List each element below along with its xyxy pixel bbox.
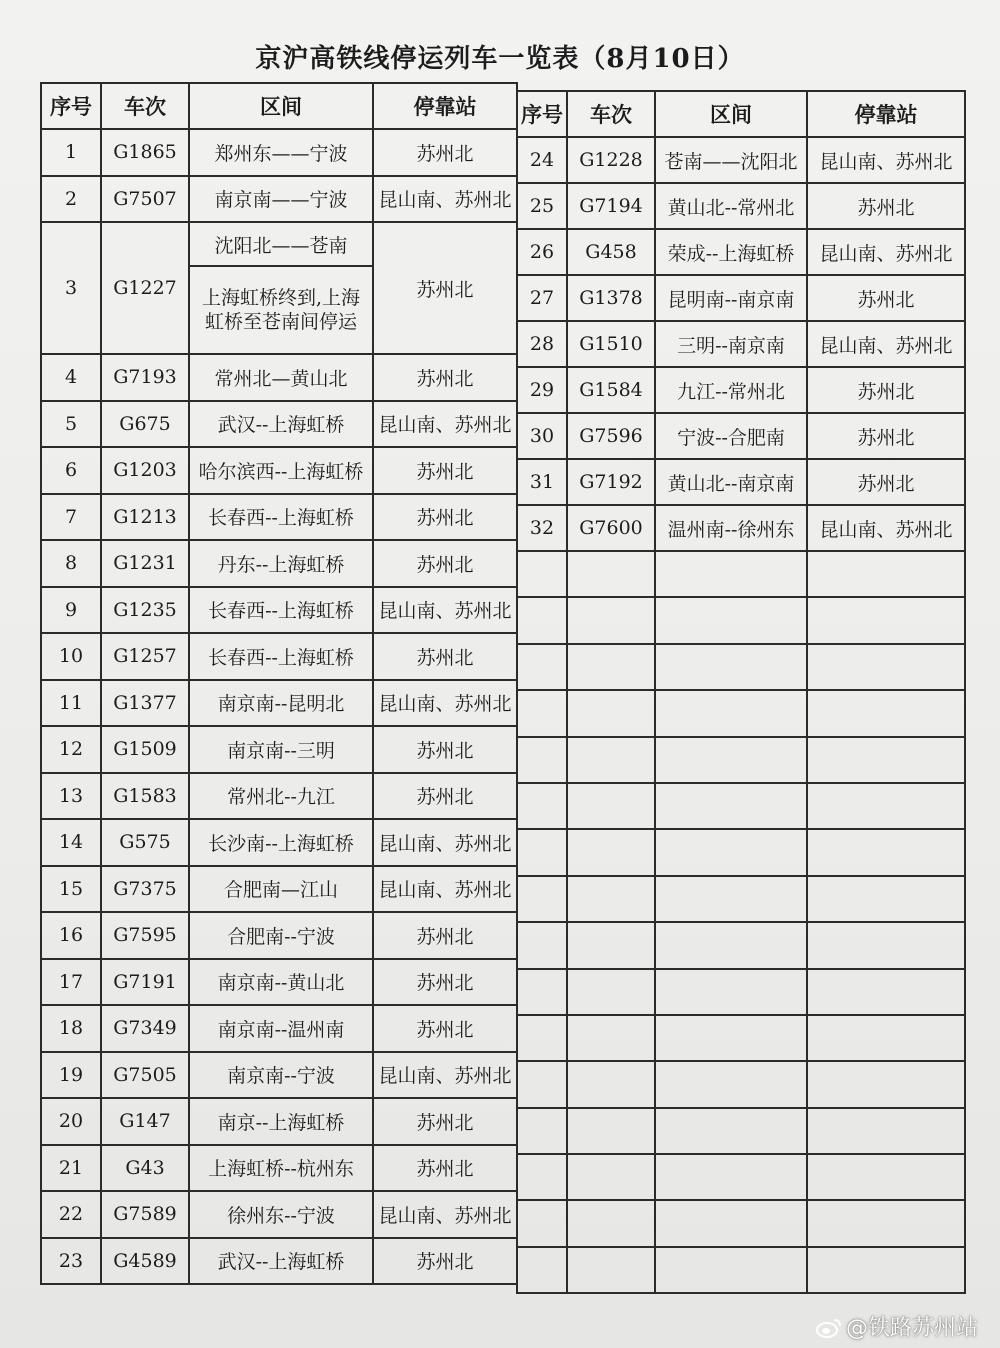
train-cell: G1865 [101,129,189,176]
train-cell: G7192 [567,459,655,505]
train-cell: G7600 [567,505,655,551]
seq-cell: 22 [41,1191,101,1238]
table-row [41,773,517,820]
train-cell: G7194 [567,183,655,229]
stop-cell: 苏州北 [373,222,517,354]
train-cell: G458 [567,229,655,275]
empty-cell [567,1200,655,1246]
empty-cell [655,969,807,1015]
stop-cell: 苏州北 [373,447,517,494]
section-cell: 徐州东--宁波 [189,1191,373,1238]
header-seq: 序号 [41,83,101,129]
empty-cell [655,783,807,829]
empty-cell [567,969,655,1015]
empty-cell [567,1247,655,1293]
empty-cell [567,1154,655,1200]
stop-cell: 昆山南、苏州北 [373,1191,517,1238]
empty-cell [655,1154,807,1200]
header-stop: 停靠站 [807,91,965,137]
train-cell: G1203 [101,447,189,494]
table-row [41,401,517,448]
train-cell: G7507 [101,176,189,223]
empty-cell [655,737,807,783]
seq-cell: 2 [41,176,101,223]
stop-cell: 昆山南、苏州北 [807,137,965,183]
stop-cell: 昆山南、苏州北 [373,866,517,913]
stop-cell: 苏州北 [373,912,517,959]
empty-cell [655,1247,807,1293]
stop-cell: 昆山南、苏州北 [373,680,517,727]
empty-row [517,1247,965,1293]
empty-row [517,829,965,875]
empty-cell [567,922,655,968]
section-cell: 长沙南--上海虹桥 [189,819,373,866]
train-cell: G1257 [101,633,189,680]
empty-cell [567,876,655,922]
empty-row [517,876,965,922]
stop-cell: 昆山南、苏州北 [807,505,965,551]
seq-cell: 4 [41,354,101,401]
empty-cell [517,829,567,875]
empty-cell [517,1015,567,1061]
stop-cell: 苏州北 [807,367,965,413]
empty-cell [807,1200,965,1246]
page-title: 京沪高铁线停运列车一览表（8月10日） [255,44,745,74]
seq-cell: 16 [41,912,101,959]
train-cell: G7505 [101,1052,189,1099]
stop-cell: 昆山南、苏州北 [807,321,965,367]
table-row [517,321,965,367]
table-row [517,505,965,551]
train-cell: G675 [101,401,189,448]
section-cell: 昆明南--南京南 [655,275,807,321]
empty-cell [567,551,655,597]
empty-row [517,1015,965,1061]
empty-cell [517,1154,567,1200]
empty-cell [655,1015,807,1061]
train-cell: G7595 [101,912,189,959]
section-cell: 荣成--上海虹桥 [655,229,807,275]
train-cell: G1231 [101,540,189,587]
seq-cell: 21 [41,1145,101,1192]
train-cell: G1228 [567,137,655,183]
empty-cell [517,783,567,829]
empty-cell [655,644,807,690]
weibo-watermark [816,1311,978,1342]
section-cell: 常州北--九江 [189,773,373,820]
section-cell: 郑州东——宁波 [189,129,373,176]
empty-cell [807,969,965,1015]
seq-cell: 7 [41,494,101,541]
section-cell: 苍南——沈阳北 [655,137,807,183]
empty-cell [807,551,965,597]
empty-cell [567,783,655,829]
right-table [516,90,966,1294]
empty-cell [517,690,567,736]
train-cell: G7375 [101,866,189,913]
table-row [517,229,965,275]
table-row [41,1145,517,1192]
section-cell: 常州北—黄山北 [189,354,373,401]
table-row [41,494,517,541]
empty-cell [807,1247,965,1293]
stop-cell: 昆山南、苏州北 [373,401,517,448]
train-cell: G1227 [101,222,189,354]
seq-cell: 12 [41,726,101,773]
empty-cell [655,829,807,875]
seq-cell: 14 [41,819,101,866]
empty-cell [807,1015,965,1061]
header-section: 区间 [189,83,373,129]
empty-cell [807,876,965,922]
table-row [41,354,517,401]
section-cell: 温州南--徐州东 [655,505,807,551]
table-row [517,367,965,413]
empty-cell [807,737,965,783]
section-cell: 武汉--上海虹桥 [189,1238,373,1285]
train-cell: G7589 [101,1191,189,1238]
empty-row [517,597,965,643]
table-row [517,275,965,321]
stop-cell: 苏州北 [807,183,965,229]
stop-cell: 昆山南、苏州北 [373,176,517,223]
table-row [41,176,517,223]
empty-cell [807,1061,965,1107]
seq-cell: 1 [41,129,101,176]
empty-row [517,1200,965,1246]
train-cell: G1509 [101,726,189,773]
stop-cell: 苏州北 [373,540,517,587]
seq-cell: 15 [41,866,101,913]
seq-cell: 10 [41,633,101,680]
train-cell: G7349 [101,1005,189,1052]
empty-cell [567,829,655,875]
train-cell: G4589 [101,1238,189,1285]
section-cell: 黄山北--南京南 [655,459,807,505]
empty-cell [517,922,567,968]
stop-cell: 苏州北 [373,1098,517,1145]
section-cell: 宁波--合肥南 [655,413,807,459]
right-table-body [517,137,965,1293]
stop-cell: 苏州北 [807,459,965,505]
empty-row [517,1061,965,1107]
seq-cell: 26 [517,229,567,275]
table-row [517,459,965,505]
empty-cell [807,690,965,736]
empty-cell [655,597,807,643]
table-row [517,137,965,183]
table-row [41,726,517,773]
stop-cell: 苏州北 [807,413,965,459]
empty-cell [517,876,567,922]
seq-cell: 20 [41,1098,101,1145]
stop-cell: 苏州北 [807,275,965,321]
train-cell: G7596 [567,413,655,459]
seq-cell: 3 [41,222,101,354]
empty-cell [517,1108,567,1154]
empty-cell [517,1247,567,1293]
empty-row [517,644,965,690]
empty-cell [655,1200,807,1246]
empty-row [517,690,965,736]
empty-cell [567,1108,655,1154]
train-cell: G1377 [101,680,189,727]
table-row [41,447,517,494]
seq-cell: 27 [517,275,567,321]
stop-cell: 苏州北 [373,959,517,1006]
empty-cell [807,829,965,875]
section-cell: 南京南--昆明北 [189,680,373,727]
weibo-icon [816,1317,842,1339]
empty-cell [655,690,807,736]
seq-cell: 17 [41,959,101,1006]
train-cell: G1584 [567,367,655,413]
seq-cell: 32 [517,505,567,551]
empty-cell [807,783,965,829]
section-cell: 长春西--上海虹桥 [189,587,373,634]
seq-cell: 5 [41,401,101,448]
seq-cell: 24 [517,137,567,183]
header-train: 车次 [101,83,189,129]
empty-row [517,551,965,597]
left-table [40,82,518,1285]
seq-cell: 13 [41,773,101,820]
empty-cell [807,644,965,690]
stop-cell: 苏州北 [373,494,517,541]
empty-row [517,1154,965,1200]
seq-cell: 18 [41,1005,101,1052]
seq-cell: 9 [41,587,101,634]
train-cell: G1213 [101,494,189,541]
section-cell: 哈尔滨西--上海虹桥 [189,447,373,494]
table-row [517,183,965,229]
empty-cell [655,551,807,597]
stop-cell: 苏州北 [373,1238,517,1285]
train-cell: G1510 [567,321,655,367]
empty-cell [655,1108,807,1154]
header-stop: 停靠站 [373,83,517,129]
seq-cell: 19 [41,1052,101,1099]
section-cell: 长春西--上海虹桥 [189,633,373,680]
seq-cell: 23 [41,1238,101,1285]
empty-cell [567,644,655,690]
table-row [41,633,517,680]
train-cell: G7193 [101,354,189,401]
stop-cell: 苏州北 [373,354,517,401]
empty-cell [807,1108,965,1154]
section-cell: 南京南——宁波 [189,176,373,223]
table-row [41,222,517,266]
section-cell: 南京南--宁波 [189,1052,373,1099]
seq-cell: 25 [517,183,567,229]
section-cell: 沈阳北——苍南 [189,222,373,266]
table-row [41,866,517,913]
stop-cell: 苏州北 [373,633,517,680]
table-row [41,680,517,727]
empty-cell [517,597,567,643]
train-cell: G1235 [101,587,189,634]
section-cell: 合肥南--宁波 [189,912,373,959]
left-table-body [41,129,517,1284]
watermark-text: @铁路苏州站 [845,1316,978,1341]
header-section: 区间 [655,91,807,137]
empty-row [517,737,965,783]
empty-cell [517,551,567,597]
table-row [41,912,517,959]
seq-cell: 6 [41,447,101,494]
stop-cell: 昆山南、苏州北 [373,587,517,634]
empty-cell [655,922,807,968]
header-seq: 序号 [517,91,567,137]
table-row [41,1238,517,1285]
section-cell: 武汉--上海虹桥 [189,401,373,448]
section-cell: 南京--上海虹桥 [189,1098,373,1145]
table-header-row [517,91,965,137]
stop-cell: 苏州北 [373,773,517,820]
section-cell: 南京南--黄山北 [189,959,373,1006]
table-header-row [41,83,517,129]
empty-cell [655,1061,807,1107]
stop-cell: 苏州北 [373,1005,517,1052]
stop-cell: 昆山南、苏州北 [373,1052,517,1099]
train-cell: G575 [101,819,189,866]
section-cell: 南京南--温州南 [189,1005,373,1052]
empty-cell [655,876,807,922]
section-cell: 黄山北--常州北 [655,183,807,229]
section-cell: 南京南--三明 [189,726,373,773]
train-cell: G43 [101,1145,189,1192]
table-row [41,587,517,634]
empty-cell [517,1061,567,1107]
empty-cell [517,969,567,1015]
table-row [41,1052,517,1099]
stop-cell: 苏州北 [373,129,517,176]
seq-cell: 11 [41,680,101,727]
table-row [41,1005,517,1052]
section-cell: 上海虹桥--杭州东 [189,1145,373,1192]
empty-row [517,922,965,968]
train-cell: G7191 [101,959,189,1006]
empty-row [517,783,965,829]
empty-cell [807,922,965,968]
stop-cell: 昆山南、苏州北 [807,229,965,275]
section-cell: 三明--南京南 [655,321,807,367]
empty-cell [567,1061,655,1107]
table-row [41,1191,517,1238]
table-row [41,1098,517,1145]
stop-cell: 昆山南、苏州北 [373,819,517,866]
seq-cell: 28 [517,321,567,367]
section-cell: 合肥南—江山 [189,866,373,913]
empty-cell [517,644,567,690]
empty-cell [567,690,655,736]
table-row [41,540,517,587]
empty-cell [567,1015,655,1061]
stop-cell: 苏州北 [373,726,517,773]
train-cell: G1583 [101,773,189,820]
empty-cell [567,597,655,643]
train-cell: G147 [101,1098,189,1145]
section-note-cell: 上海虹桥终到,上海虹桥至苍南间停运 [189,266,373,354]
empty-row [517,1108,965,1154]
table-row [517,413,965,459]
empty-row [517,969,965,1015]
seq-cell: 29 [517,367,567,413]
section-cell: 丹东--上海虹桥 [189,540,373,587]
stop-cell: 苏州北 [373,1145,517,1192]
empty-cell [517,737,567,783]
header-train: 车次 [567,91,655,137]
empty-cell [807,597,965,643]
table-row [41,819,517,866]
section-cell: 九江--常州北 [655,367,807,413]
seq-cell: 8 [41,540,101,587]
table-row [41,959,517,1006]
seq-cell: 30 [517,413,567,459]
empty-cell [517,1200,567,1246]
empty-cell [567,737,655,783]
empty-cell [807,1154,965,1200]
seq-cell: 31 [517,459,567,505]
table-row [41,129,517,176]
section-cell: 长春西--上海虹桥 [189,494,373,541]
train-cell: G1378 [567,275,655,321]
